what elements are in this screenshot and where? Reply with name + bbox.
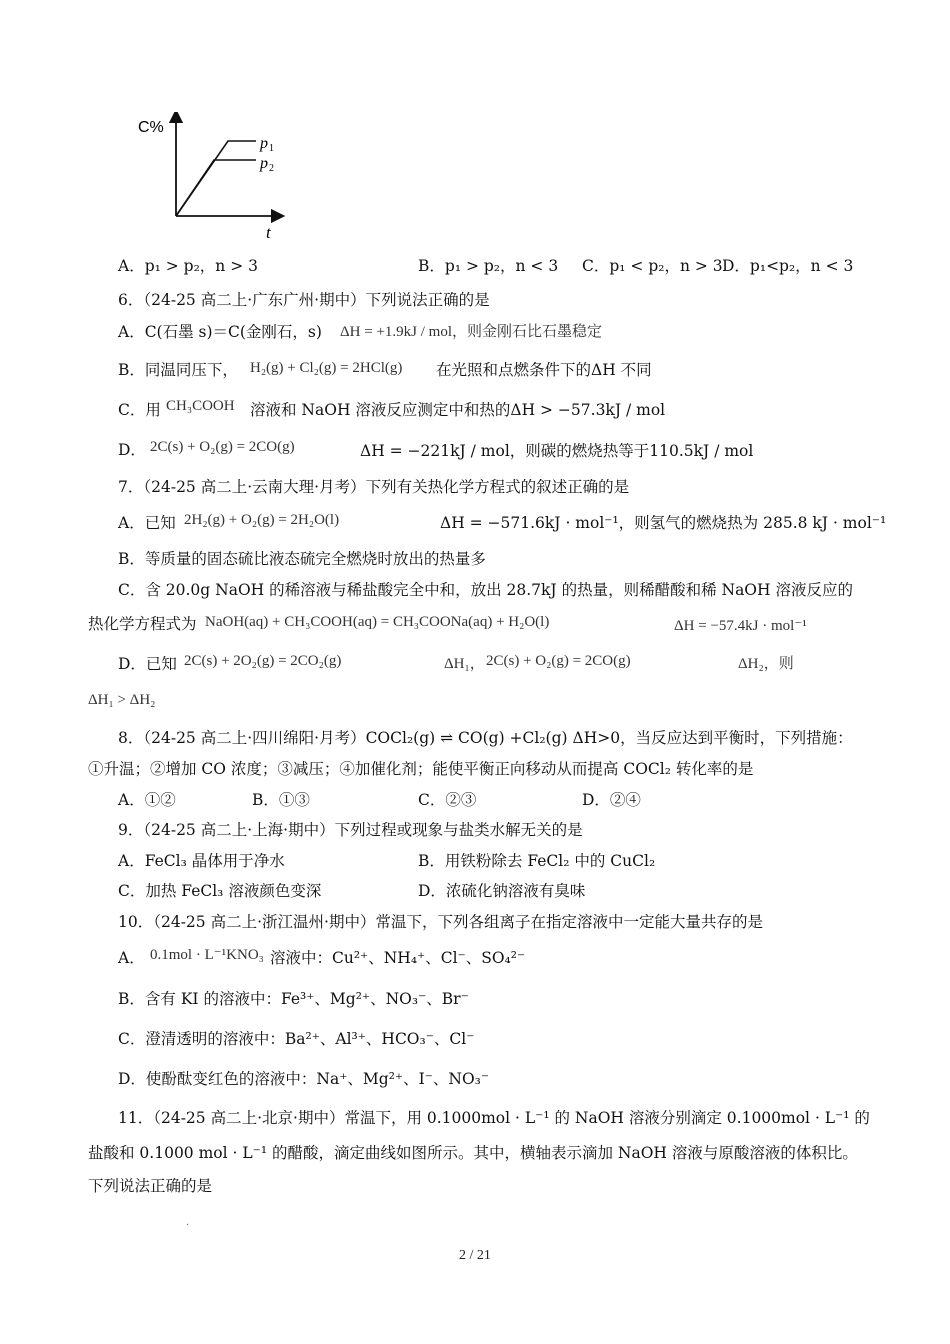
q7-option-c-dh: ΔH = −57.4kJ · mol⁻¹ <box>674 618 807 634</box>
q6-option-c-formula: CH₃COOH <box>166 398 235 414</box>
curve-p1 <box>176 141 256 216</box>
q7-option-c-formula: NaOH(aq) + CH₃COOH(aq) = CH₃COONa(aq) + H₂O(l) <box>205 614 550 630</box>
q7-option-b: B．等质量的固态硫比液态硫完全燃烧时放出的热量多 <box>118 550 486 568</box>
q11-stem-cont: 盐酸和 0.1000 mol · L⁻¹ 的醋酸，滴定曲线如图所示。其中，横轴表示滴加 NaOH 溶液与原酸溶液的体积比。 <box>88 1144 858 1162</box>
q7-option-d-formula1: 2C(s) + 2O₂(g) = 2CO₂(g) <box>184 653 342 669</box>
curve-p2-label: p <box>260 155 268 172</box>
q8-option-c: C．②③ <box>418 791 477 809</box>
q10-option-a: A． <box>118 949 145 967</box>
q10-option-a-formula: 0.1mol · L⁻¹KNO₃ <box>150 947 264 963</box>
q6-option-b-formula: H₂(g) + Cl₂(g) = 2HCl(g) <box>250 360 403 376</box>
q5-option-b: B．p₁ > p₂，n < 3 <box>418 257 559 275</box>
q11-stem: 11．（24-25 高二上·北京·期中）常温下，用 0.1000mol · L⁻¹ 的 NaOH 溶液分别滴定 0.1000mol · L⁻¹ 的 <box>118 1109 870 1127</box>
q6-option-c-text: 溶液和 NaOH 溶液反应测定中和热的ΔH > −57.3kJ / mol <box>250 401 666 419</box>
q7-option-a-formula: 2H₂(g) + O₂(g) = 2H₂O(l) <box>184 512 340 528</box>
q6-option-a: A．C(石墨 s)＝C(金刚石，s) <box>118 323 322 341</box>
q9-stem: 9．（24-25 高二上·上海·期中）下列过程或现象与盐类水解无关的是 <box>118 821 583 839</box>
curve-p1-label: p <box>260 135 268 152</box>
q6-option-a-formula: ΔH = +1.9kJ / mol，则金刚石比石墨稳定 <box>340 324 602 340</box>
q8-option-a: A．①② <box>118 791 176 809</box>
q7-option-a: A．已知 <box>118 514 176 532</box>
q9-option-a: A．FeCl₃ 晶体用于净水 <box>118 852 285 870</box>
q6-option-c: C．用 <box>118 401 161 419</box>
q7-stem: 7．（24-25 高二上·云南大理·月考）下列有关热化学方程式的叙述正确的是 <box>118 478 630 496</box>
q9-option-d: D．浓硫化钠溶液有臭味 <box>418 882 586 900</box>
q7-option-d-dh1: ΔH₁， <box>444 656 485 672</box>
q6-option-d: D． <box>118 441 146 459</box>
q6-option-b-text: 在光照和点燃条件下的ΔH 不同 <box>436 361 652 379</box>
q8-option-d: D．②④ <box>582 791 641 809</box>
stray-mark: · <box>186 1220 190 1231</box>
q5-option-a: A．p₁ > p₂，n > 3 <box>118 257 258 275</box>
q6-stem: 6．（24-25 高二上·广东广州·期中）下列说法正确的是 <box>118 291 490 309</box>
q10-stem: 10．（24-25 高二上·浙江温州·期中）常温下，下列各组离子在指定溶液中一定能大量共存的是 <box>118 913 763 931</box>
x-axis-label: t <box>266 223 271 242</box>
q7-option-d-formula2: 2C(s) + O₂(g) = 2CO(g) <box>486 653 631 669</box>
curve-p2-sub: 2 <box>269 163 274 174</box>
q5-option-c: C．p₁ < p₂，n > 3 <box>582 257 723 275</box>
q11-stem-end: 下列说法正确的是 <box>88 1177 213 1195</box>
q10-option-d: D．使酚酞变红色的溶液中：Na⁺、Mg²⁺、I⁻、NO₃⁻ <box>118 1070 490 1088</box>
q6-option-b: B．同温同压下， <box>118 361 238 379</box>
q7-option-d: D．已知 <box>118 655 177 673</box>
q6-option-d-formula: 2C(s) + O₂(g) = 2CO(g) <box>150 439 295 455</box>
q8-stem: 8．（24-25 高二上·四川绵阳·月考）COCl₂(g) ⇌ CO(g) +Cl₂(g) ΔH>0，当反应达到平衡时，下列措施： <box>118 729 853 747</box>
q5-option-d: D．p₁<p₂，n < 3 <box>722 257 854 275</box>
q9-option-b: B．用铁粉除去 FeCl₂ 中的 CuCl₂ <box>418 852 656 870</box>
q6-option-d-text: ΔH = −221kJ / mol，则碳的燃烧热等于110.5kJ / mol <box>360 442 754 460</box>
q7-option-a-text: ΔH = −571.6kJ · mol⁻¹，则氢气的燃烧热为 285.8 kJ · mol⁻¹ <box>440 514 887 532</box>
q10-option-a-text: 溶液中：Cu²⁺、NH₄⁺、Cl⁻、SO₄²⁻ <box>270 949 526 967</box>
curve-p2 <box>176 160 256 216</box>
q7-option-d-dh2: ΔH₂，则 <box>738 656 794 672</box>
q8-option-b: B．①③ <box>252 791 310 809</box>
page-number: 2 / 21 <box>459 1248 491 1263</box>
q8-stem-cont: ①升温；②增加 CO 浓度；③减压；④加催化剂；能使平衡正向移动从而提高 COCl₂ 转化率的是 <box>88 760 754 778</box>
q10-option-b: B．含有 KI 的溶液中：Fe³⁺、Mg²⁺、NO₃⁻、Br⁻ <box>118 990 469 1008</box>
q7-option-c-cont: 热化学方程式为 <box>88 615 197 633</box>
q9-option-c: C．加热 FeCl₃ 溶液颜色变深 <box>118 882 322 900</box>
q7-option-c: C．含 20.0g NaOH 的稀溶液与稀盐酸完全中和，放出 28.7kJ 的热量，则稀醋酸和稀 NaOH 溶液反应的 <box>118 581 853 599</box>
q10-option-c: C．澄清透明的溶液中：Ba²⁺、Al³⁺、HCO₃⁻、Cl⁻ <box>118 1030 475 1048</box>
curve-p1-sub: 1 <box>269 143 274 154</box>
y-axis-label: C% <box>138 119 164 136</box>
concentration-time-graph <box>132 112 292 242</box>
q7-option-d-compare: ΔH₁ > ΔH₂ <box>88 692 156 708</box>
